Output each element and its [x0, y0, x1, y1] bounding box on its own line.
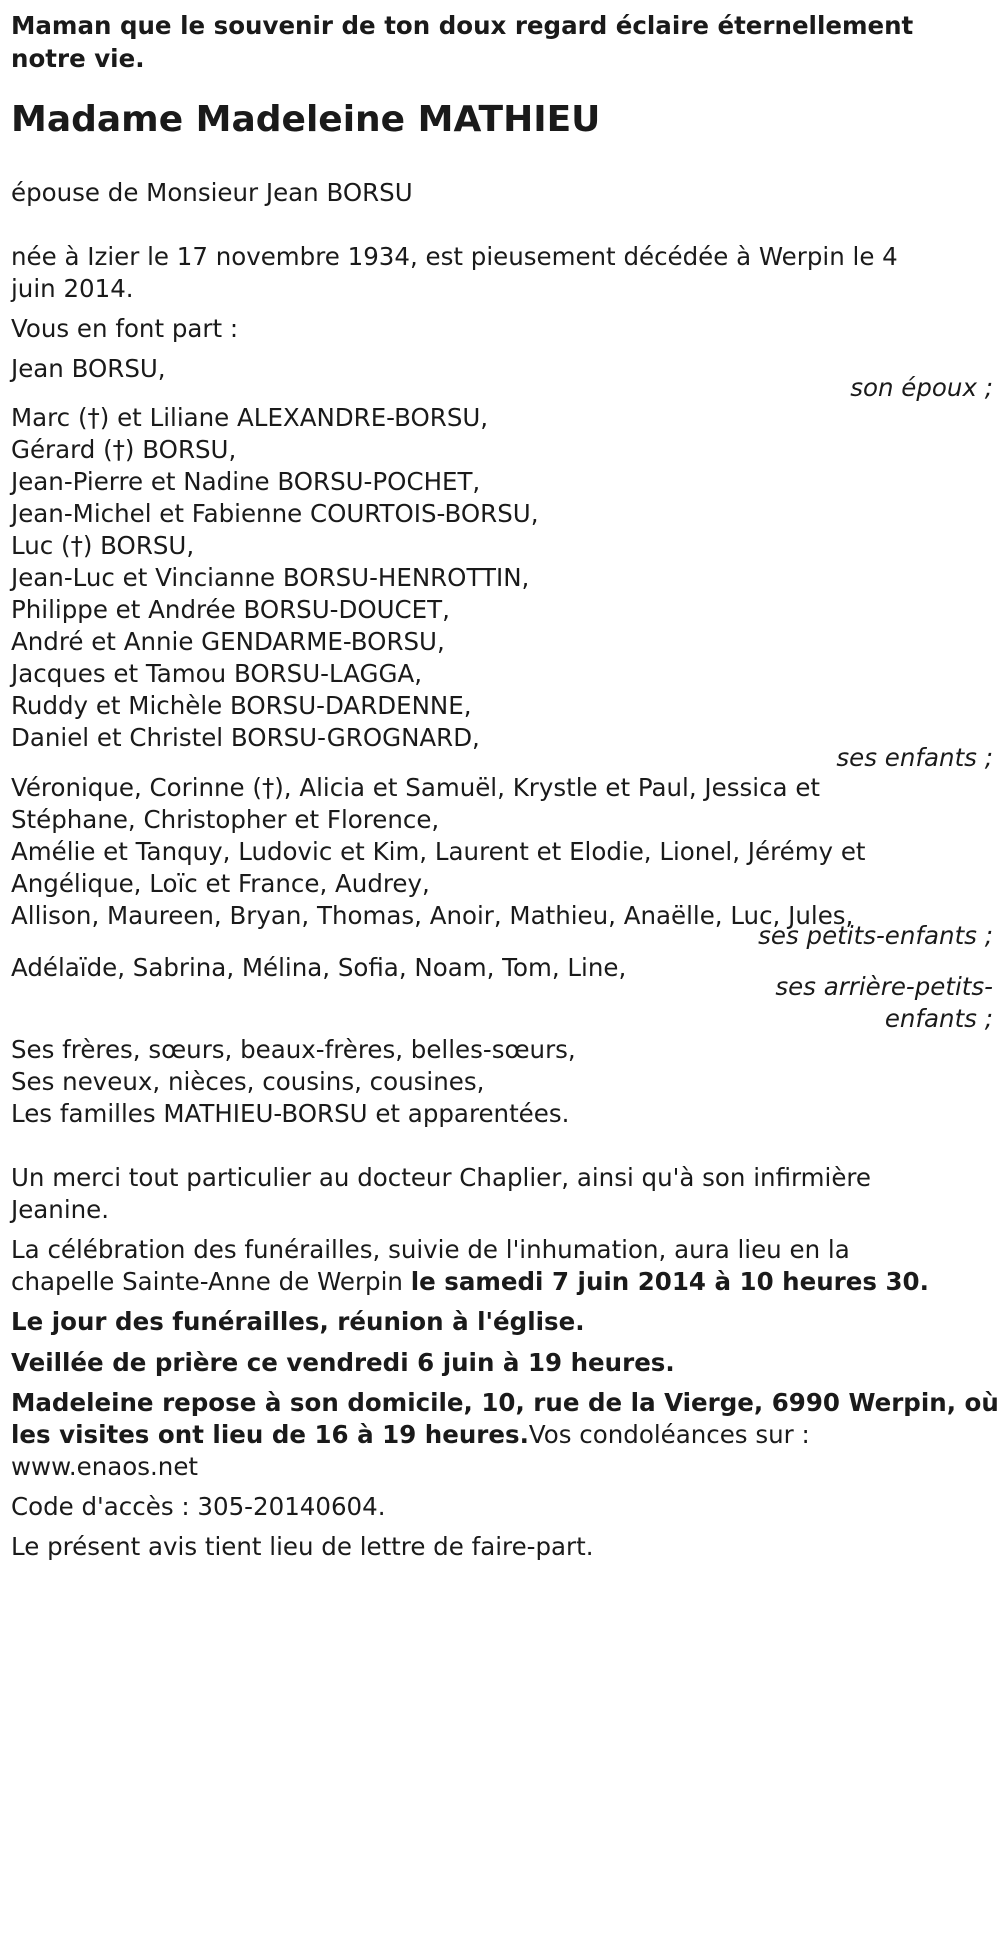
birth-death-line-2: juin 2014. — [11, 274, 134, 303]
spouse-line: épouse de Monsieur Jean BORSU — [11, 178, 413, 207]
rest-line-1: Madeleine repose à son domicile, 10, rue de la Vierge, 6990 Werpin, où — [11, 1388, 999, 1417]
child-entry: Gérard (†) BORSU, — [11, 435, 237, 464]
grandchildren-line: Angélique, Loïc et France, Audrey, — [11, 869, 430, 898]
spouse-name: Jean BORSU, — [11, 354, 166, 383]
website-link[interactable]: www.enaos.net — [11, 1452, 199, 1481]
child-entry: Marc (†) et Liliane ALEXANDRE-BORSU, — [11, 403, 489, 432]
child-entry: André et Annie GENDARME-BORSU, — [11, 627, 445, 656]
birth-death-line-1: née à Izier le 17 novembre 1934, est pieusement décédée à Werpin le 4 — [11, 242, 898, 271]
great-grandchildren-role-line-1: ses arrière-petits- — [775, 972, 993, 1001]
grandchildren-line: Allison, Maureen, Bryan, Thomas, Anoir, Mathieu, Anaëlle, Luc, Jules, — [11, 901, 854, 930]
great-grandchildren-line: Adélaïde, Sabrina, Mélina, Sofia, Noam, Tom, Line, — [11, 953, 627, 982]
ceremony-date: le samedi 7 juin 2014 à 10 heures 30. — [410, 1267, 929, 1296]
child-entry: Jacques et Tamou BORSU-LAGGA, — [11, 659, 423, 688]
condolences-label: Vos condoléances sur : — [528, 1420, 810, 1449]
child-entry: Ruddy et Michèle BORSU-DARDENNE, — [11, 691, 472, 720]
announcement: Vous en font part : — [11, 314, 239, 343]
epigraph-line-2: notre vie. — [11, 44, 145, 73]
ceremony-location: chapelle Sainte-Anne de Werpin — [11, 1267, 411, 1296]
ceremony-line-2 — [11, 1262, 929, 1302]
spouse-role: son époux ; — [850, 373, 993, 402]
child-entry: Luc (†) BORSU, — [11, 531, 195, 560]
ceremony-line-1: La célébration des funérailles, suivie de l'inhumation, aura lieu en la — [11, 1235, 850, 1264]
grandchildren-role: ses petits-enfants ; — [758, 921, 993, 950]
great-grandchildren-role-line-2: enfants ; — [884, 1004, 993, 1033]
closing-note: Le présent avis tient lieu de lettre de faire-part. — [11, 1532, 594, 1561]
access-code: Code d'accès : 305-20140604. — [11, 1492, 386, 1521]
relatives-line: Les familles MATHIEU-BORSU et apparentées. — [11, 1099, 570, 1128]
meeting-info: Le jour des funérailles, réunion à l'église. — [11, 1307, 585, 1336]
visiting-hours: les visites ont lieu de 16 à 19 heures. — [11, 1420, 529, 1449]
child-entry: Jean-Pierre et Nadine BORSU-POCHET, — [11, 467, 481, 496]
child-entry: Jean-Luc et Vincianne BORSU-HENROTTIN, — [11, 563, 530, 592]
epigraph-line-1: Maman que le souvenir de ton doux regard éclaire éternellement — [11, 11, 914, 40]
grandchildren-line: Amélie et Tanquy, Ludovic et Kim, Laurent et Elodie, Lionel, Jérémy et — [11, 837, 866, 866]
thanks-line-2: Jeanine. — [11, 1195, 110, 1224]
grandchildren-line: Stéphane, Christopher et Florence, — [11, 805, 440, 834]
deceased-name: Madame Madeleine MATHIEU — [11, 99, 601, 140]
relatives-line: Ses neveux, nièces, cousins, cousines, — [11, 1067, 485, 1096]
relatives-line: Ses frères, sœurs, beaux-frères, belles-sœurs, — [11, 1035, 576, 1064]
grandchildren-line: Véronique, Corinne (†), Alicia et Samuël, Krystle et Paul, Jessica et — [11, 773, 821, 802]
child-entry: Jean-Michel et Fabienne COURTOIS-BORSU, — [11, 499, 539, 528]
thanks-line-1: Un merci tout particulier au docteur Chaplier, ainsi qu'à son infirmière — [11, 1163, 872, 1192]
children-role: ses enfants ; — [836, 743, 993, 772]
child-entry: Daniel et Christel BORSU-GROGNARD, — [11, 723, 480, 752]
vigil-info: Veillée de prière ce vendredi 6 juin à 19 heures. — [11, 1348, 675, 1377]
child-entry: Philippe et Andrée BORSU-DOUCET, — [11, 595, 450, 624]
